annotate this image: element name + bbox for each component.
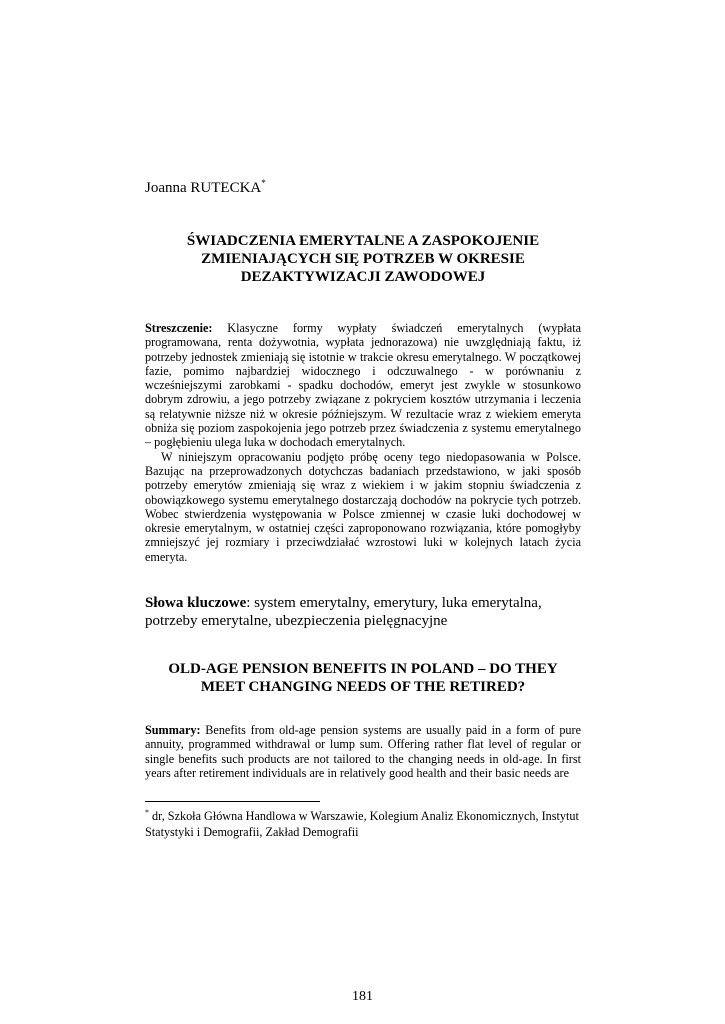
keywords [145, 594, 581, 630]
page-number: 181 [352, 989, 373, 1004]
title-english [145, 660, 581, 696]
abstract-pl-text-1: Klasyczne formy wypłaty świadczeń emerytalnych (wypłata programowana, renta dożywotnia, wypłata jednorazowa) nie uwzględniają faktu, iż potrzeby jednostek zmieniają się istotnie w trakcie okresu emerytalnego. W początkowej fazie, pomimo najbardziej widocznego i odczuwalnego - w porównaniu z wcześniejszymi zarobkami - spadku dochodów, emeryt jest zwykle w stosunkowo dobrym zdrowiu, a jego potrzeby związane z pokryciem kosztów utrzymania i leczenia są relatywnie niższe niż w okresie późniejszym. W rezultacie wraz z wiekiem emeryta obniża się poziom zaspokojenia jego potrzeb przez świadczenia z systemu emerytalnego – pogłębieniu ulega luka w dochodach emerytalnych. [145, 321, 581, 450]
title-pl-line-1: ŚWIADCZENIA EMERYTALNE A ZASPOKOJENIE [186, 233, 540, 249]
abstract-pl-text-2: W niniejszym opracowaniu podjęto próbę oceny tego niedopasowania w Polsce. Bazując na przeprowadzonych dotychczas badaniach przedstawiono, w jaki sposób potrzeby emerytów zmieniają się wraz z wiekiem i w jakim stopniu świadczenia z obowiązkowego systemu emerytalnego dostarczają dochodów na pokrycie tych potrzeb. Wobec stwierdzenia występowania w Polsce zmiennej w czasie luki dochodowej w okresie emerytalnym, w ostatniej części zaproponowano rozwiązania, które pomogłyby zmniejszyć jej rozmiary i przeciwdziałać wzrostowi luki w kolejnych latach życia emeryta. [145, 449, 581, 564]
keywords-text: : system emerytalny, emerytury, luka emerytalna, potrzeby emerytalne, ubezpieczenia pielęgnacyjne [145, 595, 542, 629]
footnote-mark: * [145, 807, 149, 817]
abstract-pl-label: Streszczenie: [145, 321, 213, 335]
abstract-en-label: Summary: [145, 723, 201, 737]
abstract-en-text: Benefits from old-age pension systems are usually paid in a form of pure annuity, programmed withdrawal or lump sum. Offering rather flat level of regular or single benefits such products are not tailored to the changing needs in old-age. In first years after retirement individuals are in relatively good health and their basic needs are [145, 723, 581, 780]
title-pl-line-2: ZMIENIAJĄCYCH SIĘ POTRZEB W OKRESIE [201, 251, 525, 267]
title-en-line-1: OLD-AGE PENSION BENEFITS IN POLAND – DO THEY [168, 661, 558, 677]
abstract-english [145, 723, 581, 780]
footnote-divider [145, 801, 320, 802]
title-en-line-2: MEET CHANGING NEEDS OF THE RETIRED? [200, 679, 526, 695]
title-polish [145, 232, 581, 286]
keywords-label: Słowa kluczowe [145, 595, 247, 611]
title-pl-line-3: DEZAKTYWIZACJI ZAWODOWEJ [240, 269, 486, 285]
author-footnote-mark: * [261, 178, 266, 188]
footnote [145, 808, 581, 840]
abstract-polish [145, 321, 581, 564]
abstract-en-paragraph [145, 723, 581, 780]
footnote-text: dr, Szkoła Główna Handlowa w Warszawie, Kolegium Analiz Ekonomicznych, Instytut Statystyki i Demografii, Zakład Demografii [145, 809, 579, 839]
author-line [145, 180, 581, 197]
abstract-pl-paragraph-2 [145, 450, 581, 564]
author-name: Joanna RUTECKA [145, 180, 262, 196]
abstract-pl-paragraph-1 [145, 321, 581, 450]
